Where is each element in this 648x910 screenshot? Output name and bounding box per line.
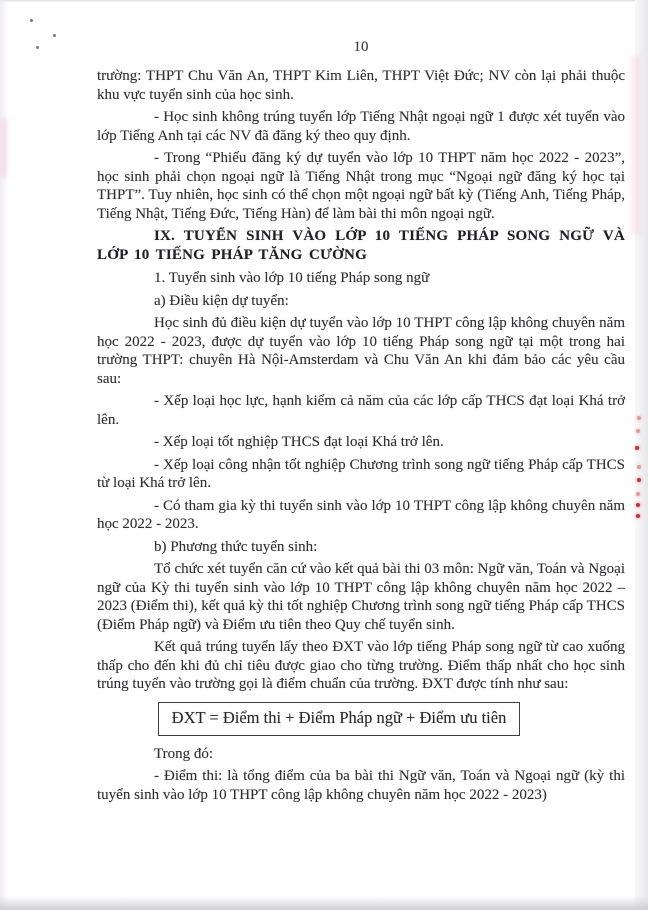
list-item-academic-ranking: - Xếp loại học lực, hạnh kiểm cả năm của các lớp cấp THCS đạt loại Khá trở lên.	[97, 393, 625, 428]
scan-speckle-red	[635, 446, 639, 450]
scan-edge-bottom	[0, 896, 648, 910]
scan-smudge-left	[0, 118, 7, 178]
scan-smudge-right	[626, 55, 640, 235]
subheading-1-french-bilingual: 1. Tuyển sinh vào lớp 10 tiếng Pháp song ngữ	[154, 270, 430, 286]
subheading-b-method: b) Phương thức tuyển sinh:	[154, 538, 318, 555]
subheading-a-conditions: a) Điều kiện dự tuyển:	[154, 292, 289, 309]
scan-speckle-red	[636, 514, 640, 518]
paragraph-admission-score-rule: Kết quả trúng tuyển lấy theo ĐXT vào lớp tiếng Pháp song ngữ từ cao xuống thấp cho đến khi đủ chỉ tiêu được giao cho từng trường. Điểm thấp nhất cho học sinh trúng tuyển vào trường gọi là điểm chuẩn của trường. ĐXT được tính như sau:	[97, 639, 625, 692]
scan-speckle-red	[637, 465, 641, 469]
list-item-exam-participation: - Có tham gia kỳ thi tuyển sinh vào lớp 10 THPT công lập không chuyên năm học 2022 - 2023.	[97, 497, 625, 532]
scan-speckle-red	[636, 503, 640, 507]
admission-score-formula: ĐXT = Điểm thi + Điểm Pháp ngữ + Điểm ưu tiên	[171, 707, 507, 727]
paragraph-selection-basis: Tổ chức xét tuyển căn cứ vào kết quả bài thi 03 môn: Ngữ văn, Toán và Ngoại ngữ của Kỳ thi tuyển sinh vào lớp 10 THPT công lập không chuyên năm học 2022 – 2023 (Điểm thi), kết quả kỳ thi tốt nghiệp Chương trình song ngữ tiếng Pháp cấp THCS (Điểm Pháp ngữ) và Điểm ưu tiên theo Quy chế tuyển sinh.	[97, 561, 625, 633]
scan-speckle-red	[637, 416, 641, 420]
list-item-bilingual-certificate: - Xếp loại công nhận tốt nghiệp Chương trình song ngữ tiếng Pháp cấp THCS từ loại Khá trở lên.	[97, 456, 625, 491]
paragraph-eligibility: Học sinh đủ điều kiện dự tuyển vào lớp 10 THPT công lập không chuyên năm học 2022 - 2023, được dự tuyển vào lớp 10 tiếng Pháp song ngữ tại một trong hai trường THPT: chuyên Hà Nội-Amsterdam và Chu Văn An khi đảm bảo các yêu cầu sau:	[97, 315, 625, 387]
scan-speckle-dark	[30, 19, 33, 22]
page-number: 10	[353, 39, 369, 55]
scan-speckle-red	[636, 429, 640, 433]
scan-edge-top	[0, 0, 648, 2]
section-heading-ix: IX. TUYỂN SINH VÀO LỚP 10 TIẾNG PHÁP SONG NGỮ VÀ LỚP 10 TIẾNG PHÁP TĂNG CƯỜNG	[97, 228, 625, 263]
paragraph-diem-thi-detail: - Điểm thi: là tổng điểm của ba bài thi Ngữ văn, Toán và Ngoại ngữ (kỳ thi tuyển sinh vào lớp 10 THPT công lập không chuyên năm học 2022 - 2023)	[97, 768, 625, 803]
scan-speckle-dark	[53, 34, 56, 37]
scan-speckle-red	[637, 478, 641, 482]
paragraph-registration-form: - Trong “Phiếu đăng ký dự tuyển vào lớp 10 THPT năm học 2022 - 2023”, học sinh phải chọn ngoại ngữ là Tiếng Nhật trong mục “Ngoại ngữ đăng ký học tại THPT”. Tuy nhiên, học sinh có thể chọn một ngoại ngữ bất kỳ (Tiếng Anh, Tiếng Pháp, Tiếng Nhật, Tiếng Đức, Tiếng Hàn) để làm bài thi môn ngoại ngữ.	[97, 150, 625, 222]
paragraph-japanese-not-admitted: - Học sinh không trúng tuyển lớp Tiếng Nhật ngoại ngữ 1 được xét tuyển vào lớp Tiếng Anh tại các NV đã đăng ký theo quy định.	[97, 109, 625, 144]
list-item-graduation-ranking: - Xếp loại tốt nghiệp THCS đạt loại Khá trở lên.	[154, 434, 444, 450]
subheading-trong-do: Trong đó:	[154, 745, 214, 762]
document-text-block	[97, 38, 625, 808]
admission-score-formula-box	[158, 702, 520, 736]
scan-speckle-red	[636, 492, 640, 496]
scan-speckle-dark	[36, 46, 39, 49]
paragraph-nv-schools: trường: THPT Chu Văn An, THPT Kim Liên, THPT Việt Đức; NV còn lại phải thuộc khu vực tuyển sinh của học sinh.	[97, 68, 625, 103]
